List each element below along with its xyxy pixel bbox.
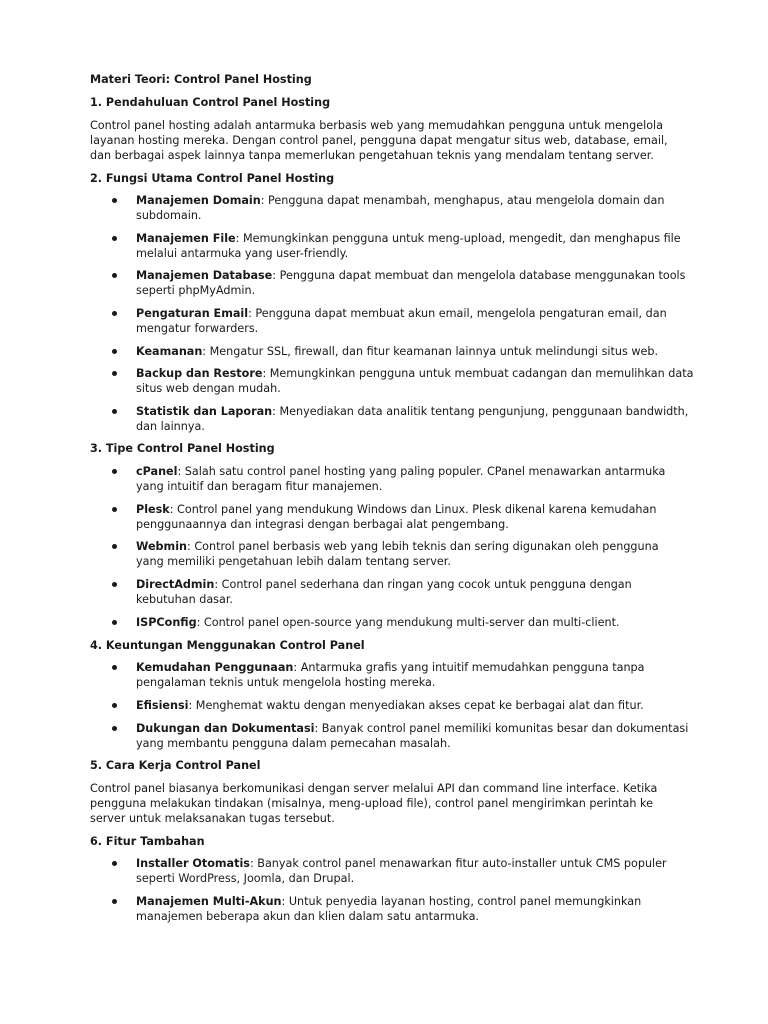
bullet-icon — [112, 899, 117, 904]
list-item — [136, 193, 664, 223]
paragraph-line: pengguna melakukan tindakan (misalnya, meng-upload file), control panel mengirimkan perintah ke — [90, 797, 654, 810]
bullet-icon — [112, 665, 117, 670]
item-text: : Mengatur SSL, firewall, dan fitur keamanan lainnya untuk melindungi situs web. — [202, 345, 659, 358]
bullet-icon — [112, 236, 117, 241]
item-term: Keamanan — [136, 345, 203, 358]
item-text-continued: mengatur forwarders. — [136, 322, 259, 335]
item-text: : Memungkinkan pengguna untuk meng-upload, mengedit, dan menghapus file — [235, 232, 681, 245]
list-item — [136, 464, 665, 494]
item-text-continued: yang memiliki pengetahuan lebih dalam tentang server. — [136, 555, 451, 568]
paragraph-pendahuluan — [90, 118, 668, 163]
item-term: ISPConfig — [136, 616, 197, 629]
list-item — [136, 894, 641, 924]
item-text: : Salah satu control panel hosting yang paling populer. CPanel menawarkan antarmuka — [177, 465, 666, 478]
item-text-continued: penggunaannya dan integrasi dengan berbagai alat pengembang. — [136, 518, 509, 531]
item-term: Manajemen Domain — [136, 194, 261, 207]
item-text-continued: yang intuitif dan beragam fitur manajemen. — [136, 480, 383, 493]
bullet-icon — [112, 544, 117, 549]
document-title: Materi Teori: Control Panel Hosting — [90, 73, 312, 86]
item-term: Manajemen File — [136, 232, 236, 245]
list-item — [136, 577, 632, 607]
item-text: : Pengguna dapat menambah, menghapus, atau mengelola domain dan — [260, 194, 665, 207]
list-item — [136, 344, 658, 359]
item-text: : Control panel berbasis web yang lebih teknis dan sering digunakan oleh pengguna — [187, 540, 659, 553]
bullet-icon — [112, 582, 117, 587]
list-item — [136, 539, 659, 569]
bullet-icon — [112, 469, 117, 474]
item-text: : Control panel sederhana dan ringan yang cocok untuk pengguna dengan — [214, 578, 632, 591]
section-heading-tipe: 3. Tipe Control Panel Hosting — [90, 442, 275, 455]
list-item — [136, 231, 681, 261]
item-text-continued: manajemen beberapa akun dan klien dalam satu antarmuka. — [136, 910, 479, 923]
item-text-continued: seperti phpMyAdmin. — [136, 284, 256, 297]
list-item — [136, 698, 644, 713]
list-item — [136, 404, 688, 434]
item-text: : Antarmuka grafis yang intuitif memudahkan pengguna tanpa — [293, 661, 645, 674]
bullet-icon — [112, 311, 117, 316]
item-term: Backup dan Restore — [136, 367, 263, 380]
paragraph-line: dan berbagai aspek lainnya tanpa memerlukan pengetahuan teknis yang mendalam tentang server. — [90, 149, 654, 162]
item-text: : Pengguna dapat membuat dan mengelola database menggunakan tools — [272, 269, 686, 282]
item-term: Efisiensi — [136, 699, 189, 712]
paragraph-line: Control panel biasanya berkomunikasi dengan server melalui API dan command line interface. Ketika — [90, 782, 658, 795]
item-text-continued: situs web dengan mudah. — [136, 382, 281, 395]
item-term: Dukungan dan Dokumentasi — [136, 722, 315, 735]
bullet-icon — [112, 198, 117, 203]
item-text-continued: melalui antarmuka yang user-friendly. — [136, 247, 349, 260]
item-text: : Menghemat waktu dengan menyediakan akses cepat ke berbagai alat dan fitur. — [188, 699, 644, 712]
paragraph-line: layanan hosting mereka. Dengan control panel, pengguna dapat mengatur situs web, database, email, — [90, 134, 668, 147]
item-text-continued: kebutuhan dasar. — [136, 593, 233, 606]
bullet-icon — [112, 349, 117, 354]
item-term: Plesk — [136, 503, 170, 516]
item-term: cPanel — [136, 465, 178, 478]
section-heading-keuntungan: 4. Keuntungan Menggunakan Control Panel — [90, 639, 365, 652]
section-heading-cara-kerja: 5. Cara Kerja Control Panel — [90, 759, 261, 772]
item-text: : Banyak control panel menawarkan fitur auto-installer untuk CMS populer — [249, 857, 667, 870]
section-heading-fungsi-utama: 2. Fungsi Utama Control Panel Hosting — [90, 172, 335, 185]
item-term: Pengaturan Email — [136, 307, 249, 320]
item-text: : Memungkinkan pengguna untuk membuat cadangan dan memulihkan data — [262, 367, 694, 380]
bullet-icon — [112, 409, 117, 414]
bullet-icon — [112, 507, 117, 512]
bullet-icon — [112, 371, 117, 376]
item-text-continued: yang membantu pengguna dalam pemecahan masalah. — [136, 737, 451, 750]
bullet-icon — [112, 861, 117, 866]
bullet-icon — [112, 620, 117, 625]
paragraph-line: Control panel hosting adalah antarmuka berbasis web yang memudahkan pengguna untuk mengelola — [90, 119, 664, 132]
item-text: : Control panel open-source yang mendukung multi-server dan multi-client. — [196, 616, 620, 629]
item-text-continued: subdomain. — [136, 209, 202, 222]
item-term: Webmin — [136, 540, 187, 553]
item-term: Installer Otomatis — [136, 857, 250, 870]
item-term: Statistik dan Laporan — [136, 405, 273, 418]
item-text: : Untuk penyedia layanan hosting, control panel memungkinkan — [281, 895, 642, 908]
bullet-icon — [112, 703, 117, 708]
section-heading-pendahuluan: 1. Pendahuluan Control Panel Hosting — [90, 96, 331, 109]
paragraph-line: server untuk melaksanakan tugas tersebut. — [90, 812, 335, 825]
item-text: : Control panel yang mendukung Windows dan Linux. Plesk dikenal karena kemudahan — [169, 503, 657, 516]
item-term: Manajemen Database — [136, 269, 273, 282]
paragraph-cara-kerja — [90, 781, 657, 826]
item-text: : Banyak control panel memiliki komunitas besar dan dokumentasi — [314, 722, 689, 735]
list-item — [136, 721, 688, 751]
list-item — [136, 502, 656, 532]
list-item — [136, 268, 686, 298]
list-item — [136, 856, 667, 886]
bullet-icon — [112, 726, 117, 731]
list-item — [136, 366, 694, 396]
bullet-icon — [112, 273, 117, 278]
item-term: DirectAdmin — [136, 578, 215, 591]
section-heading-fitur-tambahan: 6. Fitur Tambahan — [90, 835, 205, 848]
item-text: : Menyediakan data analitik tentang pengunjung, penggunaan bandwidth, — [272, 405, 689, 418]
item-text-continued: seperti WordPress, Joomla, dan Drupal. — [136, 872, 355, 885]
list-item — [136, 615, 620, 630]
item-text-continued: dan lainnya. — [136, 420, 205, 433]
item-term: Manajemen Multi-Akun — [136, 895, 282, 908]
list-item — [136, 306, 667, 336]
item-text-continued: pengalaman teknis untuk mengelola hosting mereka. — [136, 676, 436, 689]
item-text: : Pengguna dapat membuat akun email, mengelola pengaturan email, dan — [248, 307, 667, 320]
list-item — [136, 660, 645, 690]
item-term: Kemudahan Penggunaan — [136, 661, 294, 674]
